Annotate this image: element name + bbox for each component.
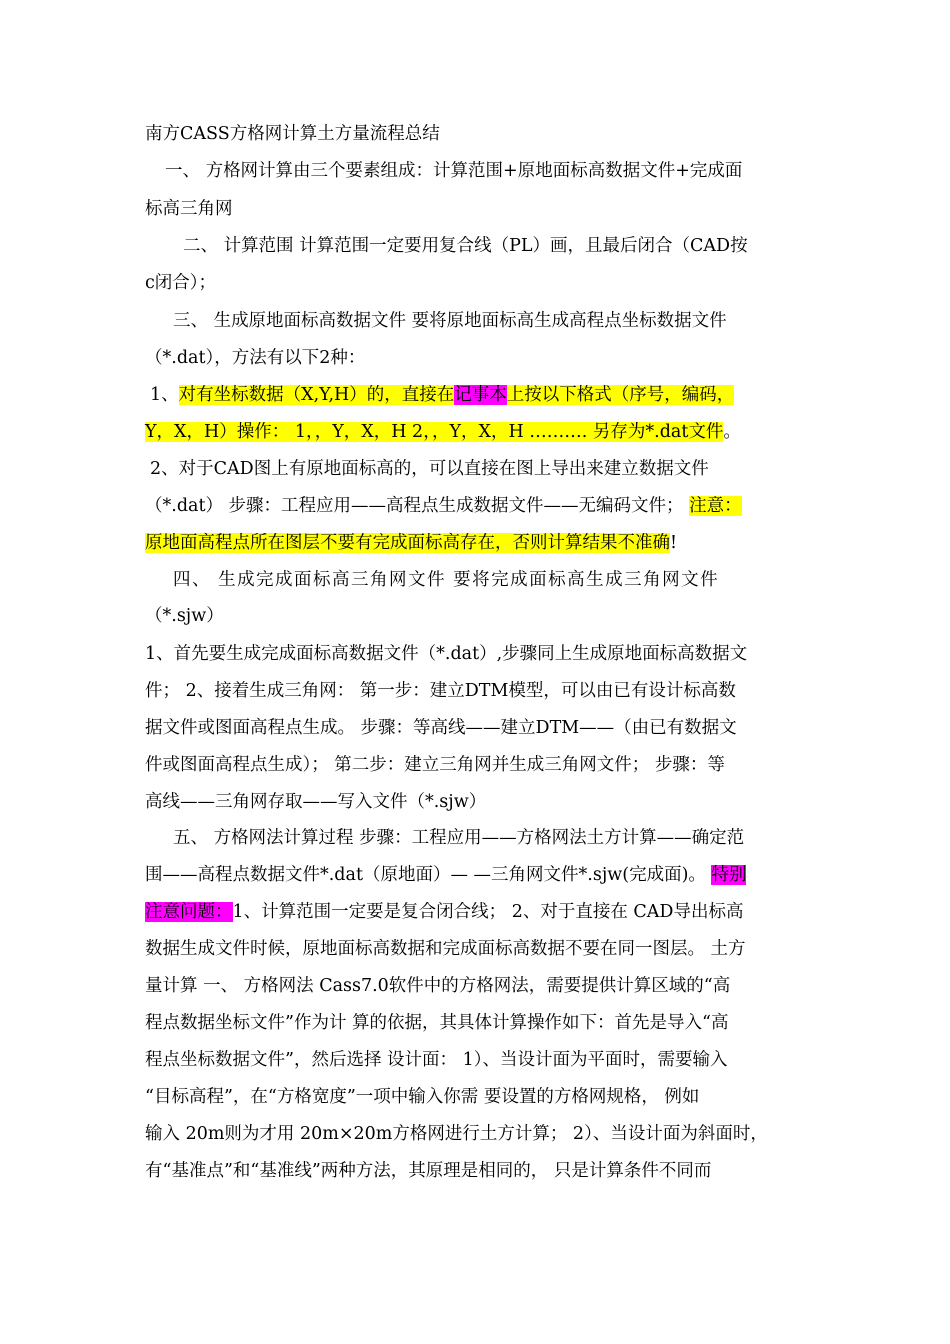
highlighted-text: 对有坐标数据（X,Y,H）的，直接在 [178,385,455,405]
line-text: 二、 计算范围 计算范围一定要用复合线（PL）画，且最后闭合（CAD按 [183,236,748,256]
line-text: （*.dat） 步骤：工程应用——高程点生成数据文件——无编码文件； [145,496,690,516]
doc-line-4 [183,235,748,257]
line-text: 程点坐标数据文件”，然后选择 设计面： 1）、当设计面为平面时，需要输入 [145,1050,728,1070]
doc-line-20 [173,827,744,849]
highlighted-text: 注意： [689,496,742,516]
line-text: 有“基准点”和“基准线”两种方法，其原理是相同的， 只是计算条件不同而 [145,1161,712,1181]
line-text: 五、 方格网法计算过程 步骤：工程应用——方格网法土方计算——确定范 [173,828,745,848]
line-text: （*.dat），方法有以下2种： [145,348,366,368]
doc-line-10 [150,458,709,480]
doc-line-23 [145,938,746,960]
line-text: 件； 2、接着生成三角网： 第一步：建立DTM模型，可以由已有设计标高数 [145,681,736,701]
doc-line-15 [145,643,747,665]
line-text: 围——高程点数据文件*.dat（原地面）— —三角网文件*.sjw(完成面)。 [145,865,712,885]
line-text: 三、 生成原地面标高数据文件 要将原地面标高生成高程点坐标数据文件 [173,311,727,331]
highlighted-text: 特别 [711,865,747,885]
line-text: 一、 方格网计算由三个要素组成：计算范围+原地面标高数据文件+完成面 [165,161,743,181]
line-text: 1、首先要生成完成面标高数据文件（*.dat）,步骤同上生成原地面标高数据文 [145,644,748,664]
doc-line-19 [145,791,486,813]
line-text: 高线——三角网存取——写入文件（*.sjw） [145,792,487,812]
line-text: 量计算 一、 方格网法 Cass7.0软件中的方格网法，需要提供计算区域的“高 [145,976,731,996]
doc-line-18 [145,754,725,776]
line-text: 据文件或图面高程点生成。 步骤：等高线——建立DTM——（由已有数据文 [145,718,737,738]
doc-line-8 [150,384,734,406]
line-text: 标高三角网 [145,199,233,219]
doc-line-16 [145,680,736,702]
highlighted-text: 记事本 [454,385,507,405]
doc-line-25 [145,1012,728,1034]
doc-line-14 [145,605,224,627]
doc-line-9 [145,421,741,443]
highlighted-text: 注意问题： [145,902,233,922]
highlighted-text: 原地面高程点所在图层不要有完成面标高存在，否则计算结果不准确 [145,533,670,553]
line-text: （*.sjw） [145,606,224,626]
doc-line-1 [145,123,440,145]
highlighted-text: Y，X，H）操作： 1，，Y，X，H 2，，Y，X，H ………. 另存为*.dat文件 [145,422,724,442]
doc-line-3 [145,198,233,220]
line-text: 南方CASS方格网计算土方量流程总结 [145,124,440,144]
line-text: 2、对于CAD图上有原地面标高的，可以直接在图上导出来建立数据文件 [150,459,709,479]
line-text: 四、 生成完成面标高三角网文件 要将完成面标高生成三角网文件 [173,570,720,590]
doc-line-13 [173,569,719,591]
doc-line-24 [145,975,730,997]
doc-line-2 [165,160,742,182]
doc-line-27 [145,1086,699,1108]
line-text: 程点数据坐标文件”作为计 算的依据，其具体计算操作如下：首先是导入“高 [145,1013,729,1033]
doc-line-11 [145,495,742,517]
doc-line-29 [145,1160,711,1182]
line-text: ! [670,533,678,553]
line-text: 。 [723,422,741,442]
doc-line-28 [145,1123,768,1145]
line-text: “目标高程”，在“方格宽度”一项中输入你需 要设置的方格网规格， 例如 [145,1087,700,1107]
doc-line-5 [145,272,216,294]
doc-line-12 [145,532,677,554]
highlighted-text: 上按以下格式（序号，编码， [506,385,735,405]
doc-line-22 [145,901,743,923]
line-text: 件或图面高程点生成）； 第二步：建立三角网并生成三角网文件； 步骤：等 [145,755,725,775]
doc-line-17 [145,717,737,739]
doc-line-26 [145,1049,727,1071]
line-text: 输入 20m则为才用 20m×20m方格网进行土方计算； 2）、当设计面为斜面时， [145,1124,768,1144]
doc-line-21 [145,864,746,886]
doc-line-6 [173,310,727,332]
line-text: c闭合）； [145,273,217,293]
line-text: 1、 [150,385,179,405]
doc-line-7 [145,347,365,369]
line-text: 1、计算范围一定要是复合闭合线； 2、对于直接在 CAD导出标高 [232,902,744,922]
line-text: 数据生成文件时候，原地面标高数据和完成面标高数据不要在同一图层。 土方 [145,939,746,959]
